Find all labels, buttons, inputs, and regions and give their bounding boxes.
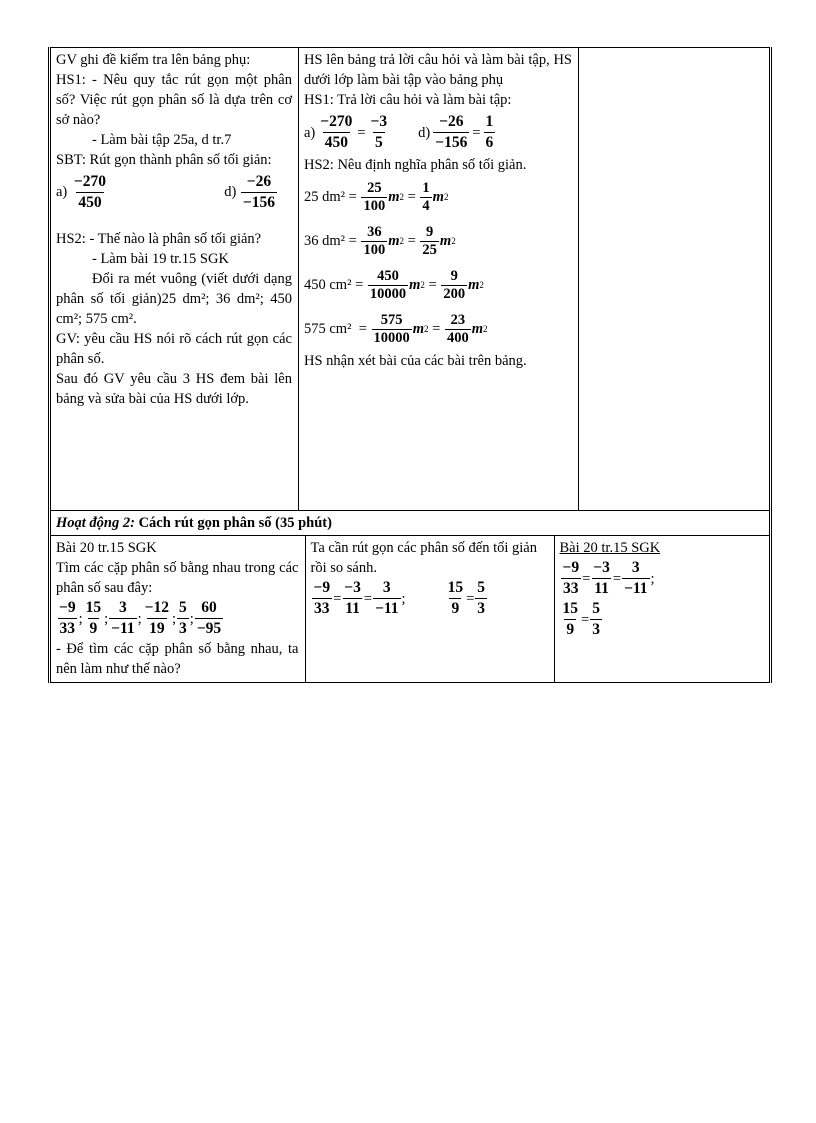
hs1-answer: HS1: Trả lời câu hỏi và làm bài tập:	[304, 92, 512, 108]
table-row	[50, 511, 771, 536]
fraction: $\frac{-26}{-156}$	[242, 173, 275, 211]
hs2-exercise: - Làm bài 19 tr.15 SGK	[92, 251, 229, 267]
fraction: $\frac{-270}{450}$	[73, 173, 106, 211]
simplified-fractions: $\frac{-9}{33}$ = $\frac{-3}{11}$ = $\frac{3}{-11}$ ; $\frac{15}{9}$ = $\frac{5}{3}$	[313, 579, 486, 617]
student-activity-cell	[299, 48, 579, 511]
hs2-instruction: Đổi ra mét vuông (viết dưới dạng phân số tối giản)25 dm²; 36 dm²; 450 cm²; 575 cm².	[56, 271, 292, 327]
teacher-activity-cell	[51, 536, 305, 682]
activity-label: Hoạt động 2:	[56, 515, 135, 531]
hs2-question: HS2: - Thế nào là phân số tối giản?	[56, 231, 262, 247]
teacher-activity-cell	[50, 48, 299, 511]
hs-intro: HS lên bảng trả lời câu hỏi và làm bài tập, HS dưới lớp làm bài tập vào bảng phụ	[304, 52, 572, 88]
method-answer: Ta cần rút gọn các phân số đến tối giản rồi so sánh.	[310, 540, 537, 576]
conversion-25dm: 25 dm² = $\frac{25}{100}$ m 2 = $\frac{1}{4}$ m 2	[304, 179, 449, 214]
exercise-fractions: a) $\frac{-270}{450}$ d) $\frac{-26}{-156}$	[56, 173, 275, 211]
activity-title: Cách rút gọn phân số (35 phút)	[138, 515, 332, 531]
hs1-equations: a) $\frac{-270}{450}$ = $\frac{-3}{5}$ d) $\frac{-26}{-156}$ = $\frac{1}{6}$	[304, 113, 494, 151]
table-row	[50, 48, 771, 511]
conversion-36dm: 36 dm² = $\frac{36}{100}$ m 2 = $\frac{9}{25}$ m 2	[304, 223, 456, 258]
student-activity-cell	[305, 536, 554, 682]
activity-heading	[50, 511, 771, 536]
sbt-instruction: SBT: Rút gọn thành phân số tối giản:	[56, 152, 272, 168]
method-question: - Để tìm các cặp phân số bằng nhau, ta nên làm như thế nào?	[56, 641, 299, 677]
exercise-title: Bài 20 tr.15 SGK	[56, 540, 157, 556]
gv-request: GV: yêu cầu HS nói rõ cách rút gọn các phân số.	[56, 331, 292, 367]
hs1-exercise: - Làm bài tập 25a, d tr.7	[92, 132, 232, 148]
fraction-list: $\frac{-9}{33}$ ; $\frac{15}{9}$ ; $\frac{3}{-11}$ ; $\frac{-12}{19}$ ; $\frac{5}{3}$ ; $\frac{60}{-95}$	[59, 599, 222, 637]
gv-intro: GV ghi đề kiểm tra lên bảng phụ:	[56, 52, 251, 68]
conversion-450cm: 450 cm² = $\frac{450}{10000}$ m 2 = $\frac{9}{200}$ m 2	[304, 267, 484, 302]
exercise-text: Tìm các cặp phân số bằng nhau trong các phân số sau đây:	[56, 560, 299, 596]
hs1-question: HS1: - Nêu quy tắc rút gọn một phân số? Việc rút gọn phân số là dựa trên cơ sở nào?	[56, 72, 292, 128]
conversion-575cm: 575 cm² = $\frac{575}{10000}$ m 2 = $\frac{23}{400}$ m 2	[304, 311, 488, 346]
board-equation-2: $\frac{15}{9}$ = $\frac{5}{3}$	[562, 600, 600, 638]
board-cell	[579, 48, 771, 511]
hs-review: HS nhận xét bài của các bài trên bảng.	[304, 353, 527, 369]
lesson-table	[48, 47, 772, 683]
gv-followup: Sau đó GV yêu cầu 3 HS đem bài lên bảng và sửa bài của HS dưới lớp.	[56, 371, 292, 407]
board-equation-1: $\frac{-9}{33}$ = $\frac{-3}{11}$ = $\frac{3}{-11}$ ;	[562, 559, 655, 597]
board-title: Bài 20 tr.15 SGK	[559, 540, 661, 556]
table-row	[50, 536, 771, 683]
hs2-answer: HS2: Nêu định nghĩa phân số tối giản.	[304, 157, 527, 173]
board-cell	[554, 536, 772, 682]
activity2-table	[51, 536, 772, 682]
